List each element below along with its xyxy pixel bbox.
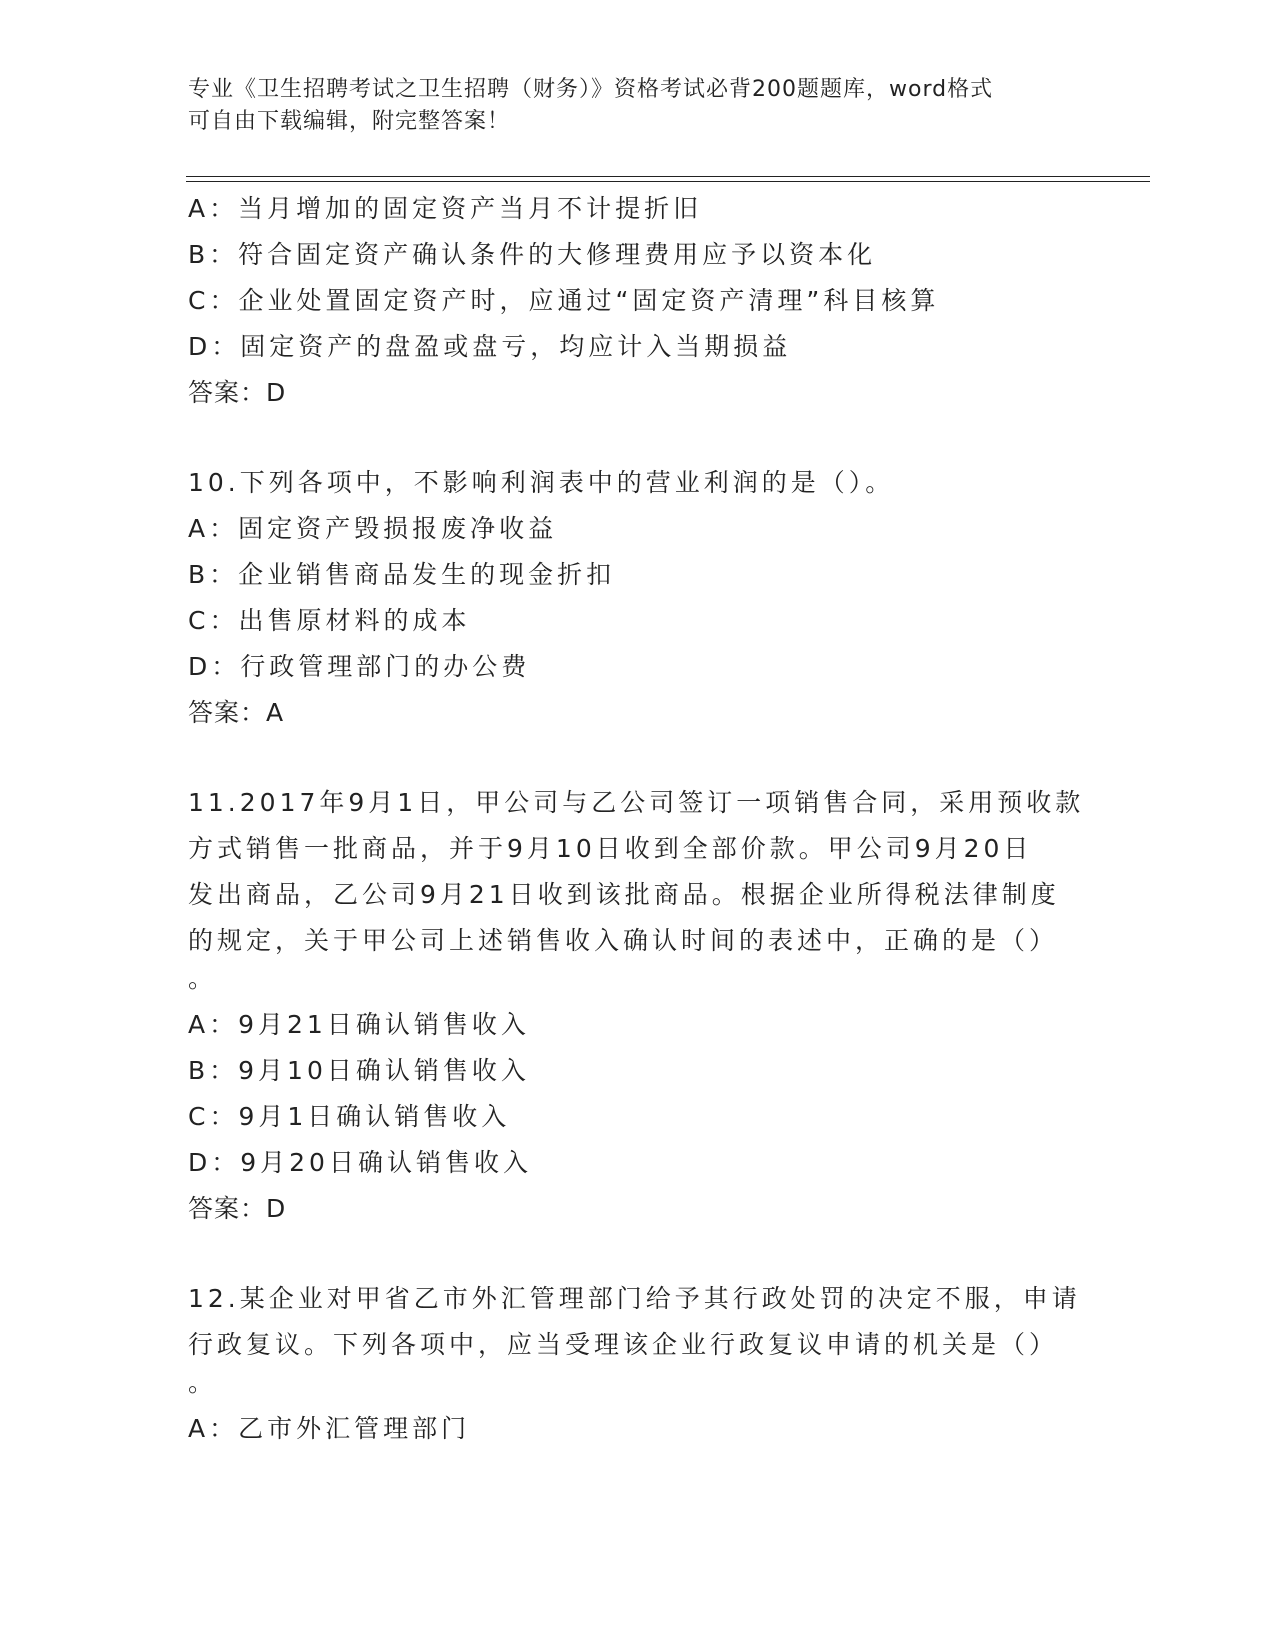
option-b: B：企业销售商品发生的现金折扣 xyxy=(188,560,616,589)
question-stem-line: 。 xyxy=(188,1368,218,1397)
question-stem-line: 行政复议。下列各项中，应当受理该企业行政复议申请的机关是（） xyxy=(188,1330,1059,1359)
option-c: C：9月1日确认销售收入 xyxy=(188,1102,511,1131)
question-stem-line: 11.2017年9月1日，甲公司与乙公司签订一项销售合同，采用预收款 xyxy=(188,788,1085,817)
header-divider xyxy=(186,176,1150,182)
answer: 答案：D xyxy=(188,1194,287,1223)
header-line-1: 专业《卫生招聘考试之卫生招聘（财务）》资格考试必背200题题库，word格式 xyxy=(188,77,994,102)
option-a: A：乙市外汇管理部门 xyxy=(188,1414,471,1443)
option-c: C：出售原材料的成本 xyxy=(188,606,471,635)
question-stem: 10.下列各项中，不影响利润表中的营业利润的是（）。 xyxy=(188,468,895,497)
question-stem-line: 方式销售一批商品，并于9月10日收到全部价款。甲公司9月20日 xyxy=(188,834,1033,863)
answer: 答案：A xyxy=(188,698,285,727)
option-c: C：企业处置固定资产时，应通过“固定资产清理”科目核算 xyxy=(188,286,940,315)
option-a: A：当月增加的固定资产当月不计提折旧 xyxy=(188,194,703,223)
option-d: D：行政管理部门的办公费 xyxy=(188,652,531,681)
option-d: D：9月20日确认销售收入 xyxy=(188,1148,532,1177)
option-b: B：9月10日确认销售收入 xyxy=(188,1056,530,1085)
question-stem-line: 发出商品，乙公司9月21日收到该批商品。根据企业所得税法律制度 xyxy=(188,880,1060,909)
header-line-2: 可自由下载编辑，附完整答案！ xyxy=(188,109,511,134)
answer: 答案：D xyxy=(188,378,287,407)
question-10 xyxy=(188,460,1078,736)
option-a: A：9月21日确认销售收入 xyxy=(188,1010,530,1039)
question-9 xyxy=(188,186,1078,416)
question-stem-line: 12.某企业对甲省乙市外汇管理部门给予其行政处罚的决定不服，申请 xyxy=(188,1284,1081,1313)
question-11 xyxy=(188,780,1085,1232)
question-12 xyxy=(188,1276,1081,1452)
question-stem-line: 的规定，关于甲公司上述销售收入确认时间的表述中，正确的是（） xyxy=(188,926,1059,955)
question-list xyxy=(188,186,1085,1452)
document-header xyxy=(188,74,1068,138)
question-stem-line: 。 xyxy=(188,964,218,993)
option-a: A：固定资产毁损报废净收益 xyxy=(188,514,558,543)
option-b: B：符合固定资产确认条件的大修理费用应予以资本化 xyxy=(188,240,877,269)
option-d: D：固定资产的盘盈或盘亏，均应计入当期损益 xyxy=(188,332,792,361)
